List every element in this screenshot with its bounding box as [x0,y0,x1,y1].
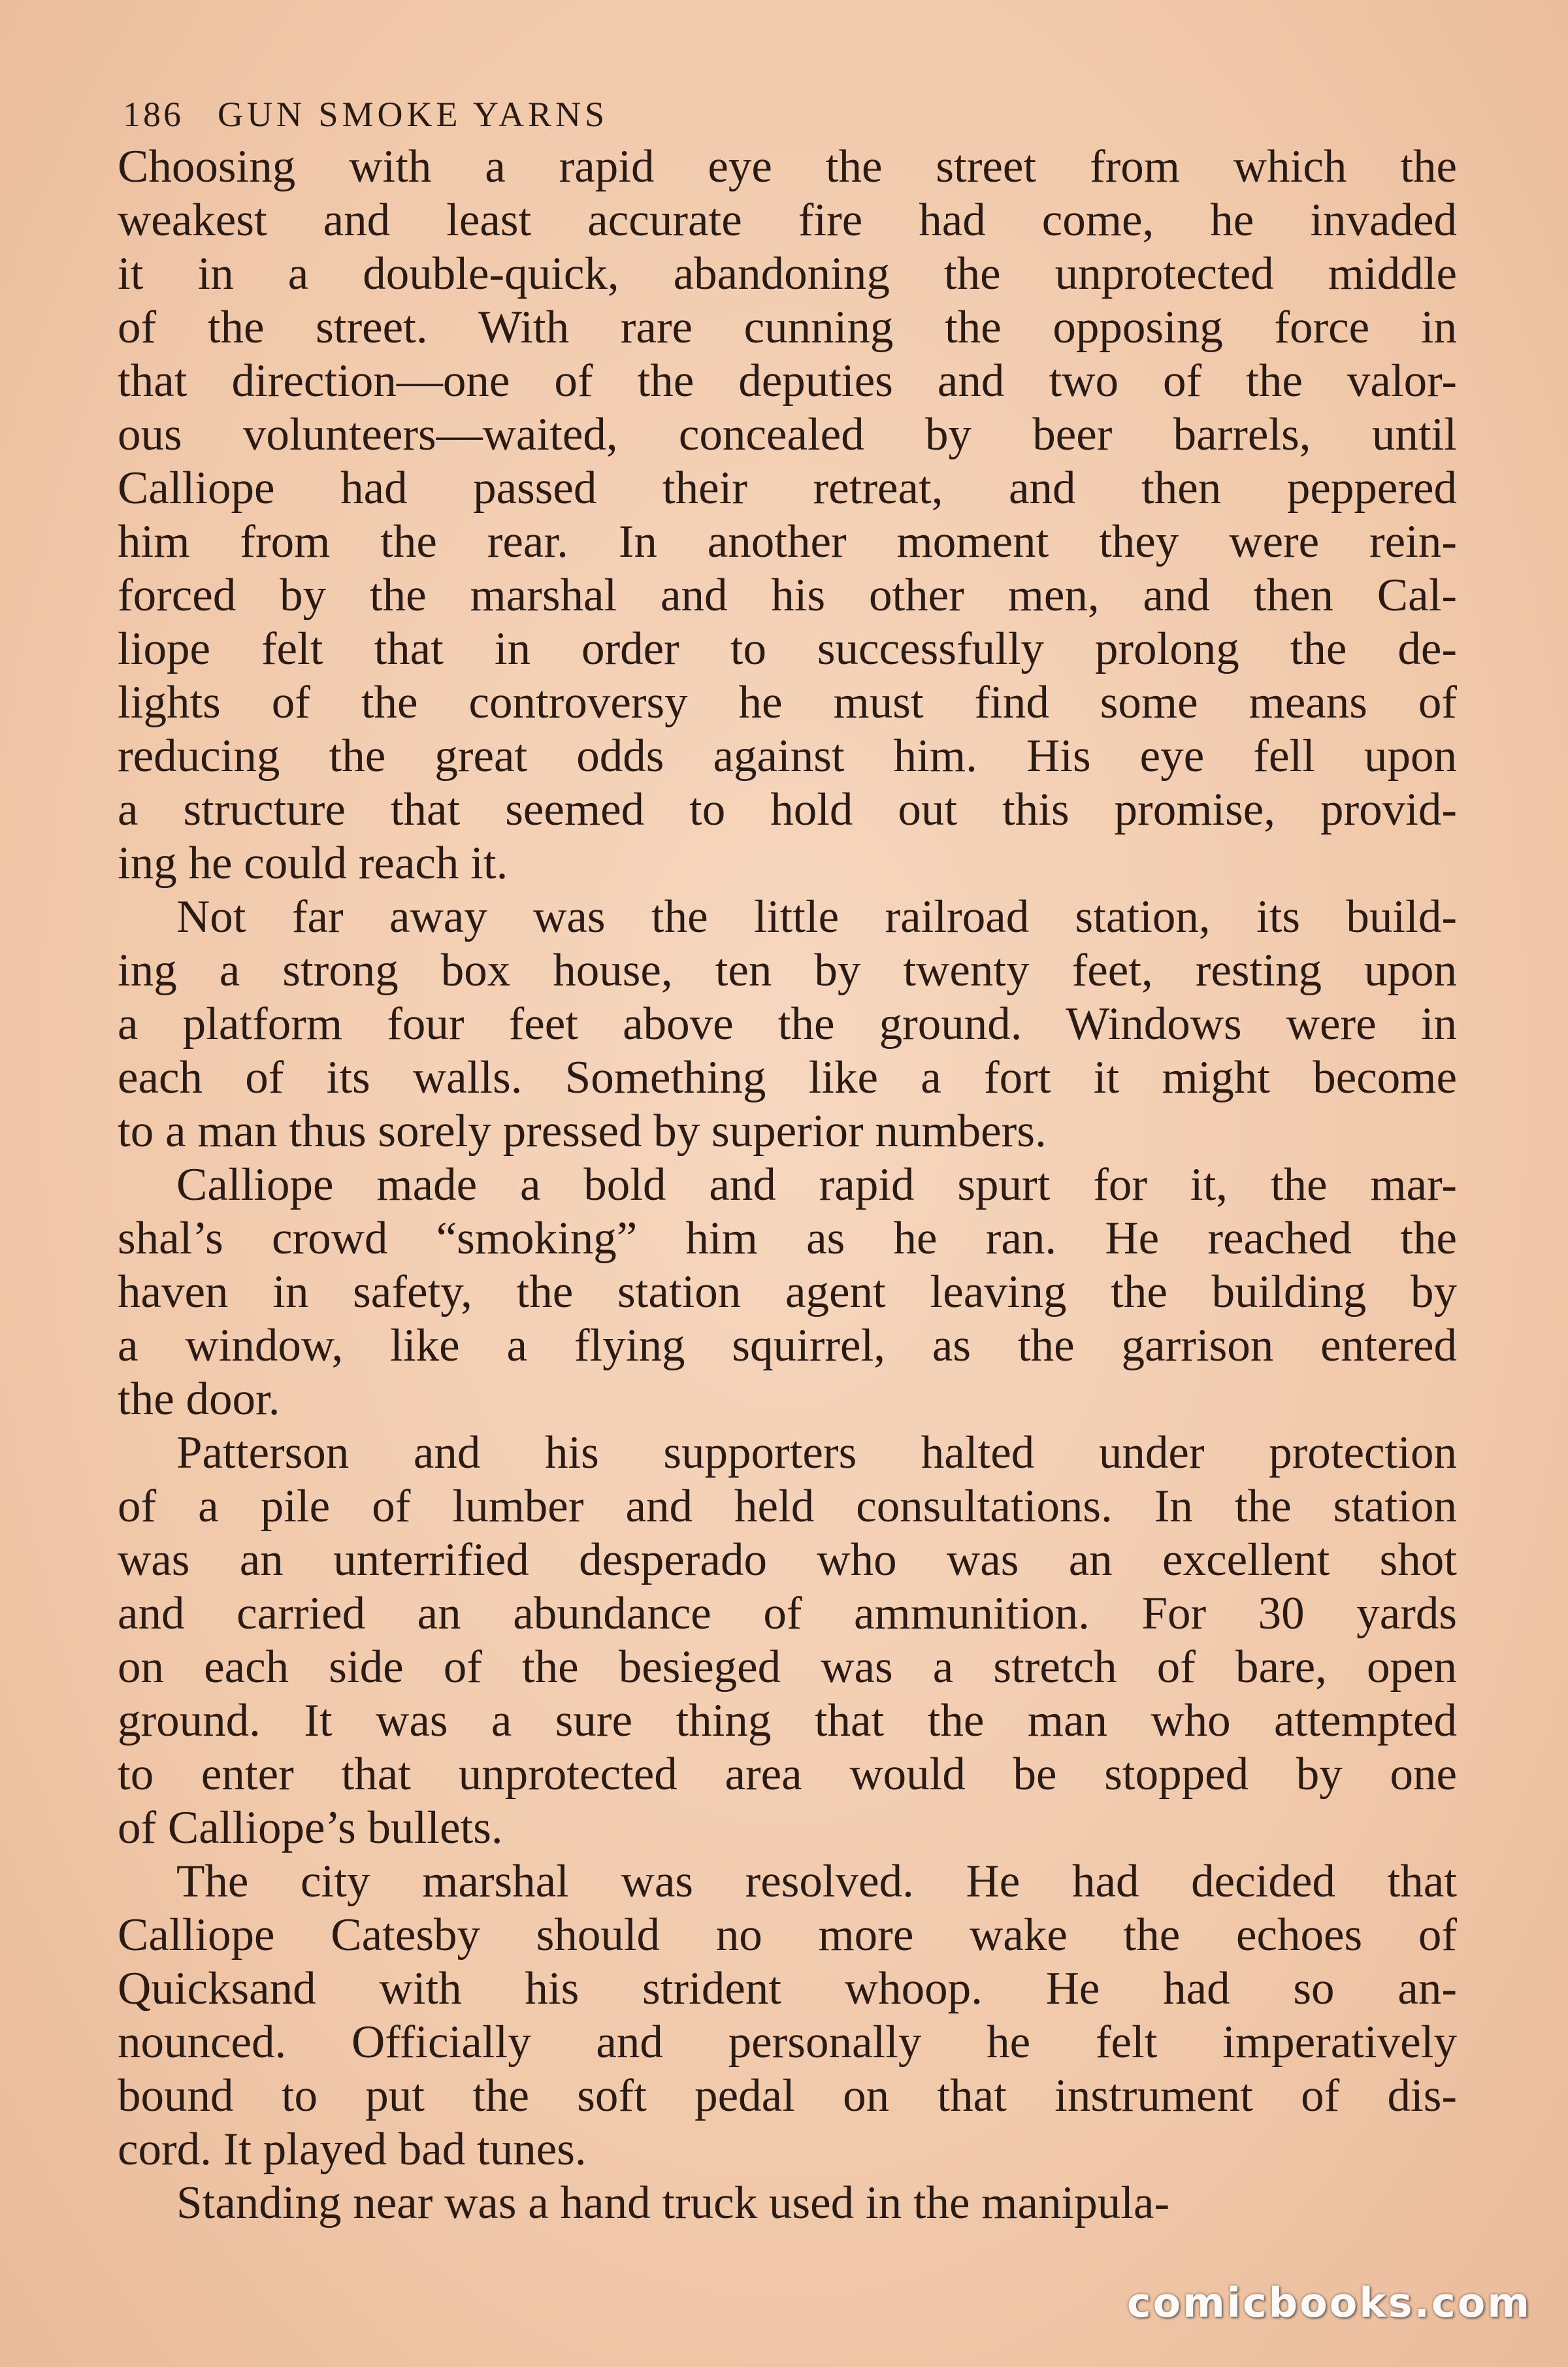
text-line: to enter that unprotected area would be stopped by one [118,1749,1457,1800]
text-line: to a man thus sorely pressed by superior numbers. [118,1106,1047,1157]
text-line: that direction—one of the deputies and two of the valor- [118,356,1457,406]
text-line: the door. [118,1374,280,1425]
body-text [118,140,1457,2230]
text-line: of Calliope’s bullets. [118,1802,503,1853]
text-line: ground. It was a sure thing that the man who attempted [118,1695,1457,1746]
text-line: it in a double-quick, abandoning the unprotected middle [118,248,1457,299]
text-line: forced by the marshal and his other men, and then Cal- [118,570,1457,621]
text-line: liope felt that in order to successfully prolong the de- [118,623,1457,674]
text-line: ing a strong box house, ten by twenty feet, resting upon [118,945,1457,996]
text-line: lights of the controversy he must find some means of [118,677,1457,728]
text-line: nounced. Officially and personally he felt imperatively [118,2017,1457,2068]
text-line: Patterson and his supporters halted under protection [176,1427,1457,1478]
text-line: Standing near was a hand truck used in the manipula- [176,2177,1170,2228]
text-line: him from the rear. In another moment they were rein- [118,516,1457,567]
running-header [123,97,608,132]
text-line: shal’s crowd “smoking” him as he ran. He reached the [118,1213,1457,1264]
text-line: Calliope had passed their retreat, and then peppered [118,463,1457,514]
text-line: each of its walls. Something like a fort it might become [118,1052,1457,1103]
text-line: The city marshal was resolved. He had decided that [176,1856,1457,1907]
text-line: a structure that seemed to hold out this promise, provid- [118,784,1457,835]
text-line: and carried an abundance of ammunition. For 30 yards [118,1588,1457,1639]
text-line: Choosing with a rapid eye the street from which the [118,141,1457,192]
text-line: reducing the great odds against him. His eye fell upon [118,731,1457,782]
text-line: bound to put the soft pedal on that instrument of dis- [118,2070,1457,2121]
text-line: Calliope made a bold and rapid spurt for it, the mar- [176,1159,1457,1210]
text-line: Not far away was the little railroad station, its build- [176,891,1457,942]
text-line: Quicksand with his strident whoop. He had so an- [118,1963,1457,2014]
text-line: ous volunteers—waited, concealed by beer barrels, until [118,409,1457,460]
watermark-logo: comicbooks.com [1126,2279,1531,2326]
text-line: haven in safety, the station agent leaving the building by [118,1266,1457,1317]
text-line: cord. It played bad tunes. [118,2124,587,2175]
running-title: GUN SMOKE YARNS [218,95,609,134]
text-line: on each side of the besieged was a stretch of bare, open [118,1642,1457,1693]
text-line: weakest and least accurate fire had come, he invaded [118,195,1457,246]
page-number: 186 [123,95,184,134]
text-line: Calliope Catesby should no more wake the echoes of [118,1910,1457,1961]
text-line: a window, like a flying squirrel, as the garrison entered [118,1320,1457,1371]
text-line: of a pile of lumber and held consultations. In the station [118,1481,1457,1532]
text-line: ing he could reach it. [118,838,508,889]
text-line: a platform four feet above the ground. Windows were in [118,999,1457,1050]
text-line: was an unterrified desperado who was an excellent shot [118,1534,1457,1585]
text-line: of the street. With rare cunning the opposing force in [118,302,1457,353]
